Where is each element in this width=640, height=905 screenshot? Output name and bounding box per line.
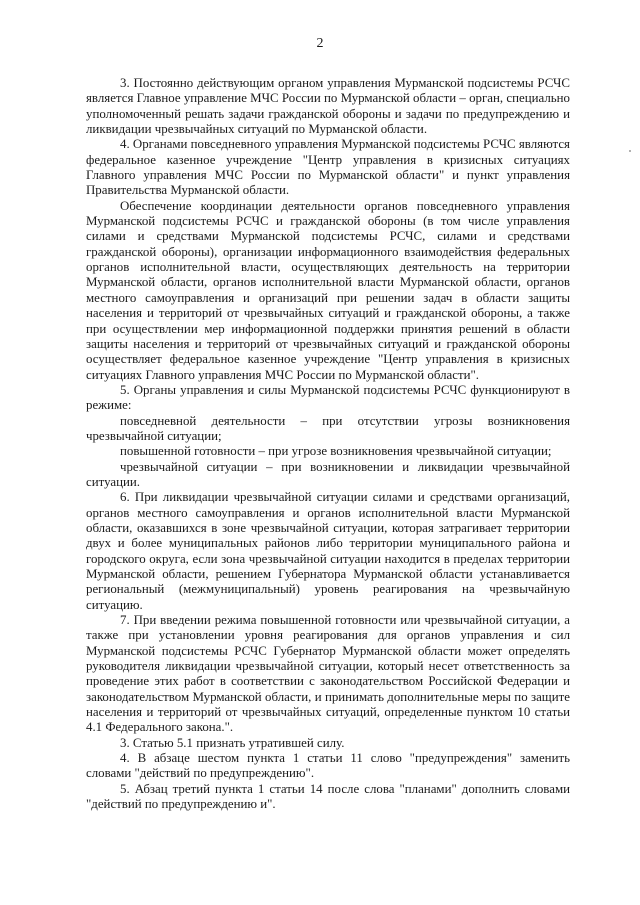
document-body	[86, 76, 570, 813]
paragraph-item-4: 4. Органами повседневного управления Мурманской подсистемы РСЧС являются федеральное казенное учреждение "Центр управления в кризисных ситуациях Главного управления МЧС России по Мурманской области" и пункт управления Правительства Мурманской области.	[86, 137, 570, 198]
paragraph-coordination: Обеспечение координации деятельности органов повседневного управления Мурманской подсистемы РСЧС и гражданской обороны (в том числе управления силами и средствами Мурманской подсистемы РСЧС, силами и средствами гражданской обороны), организации информационного взаимодействия федеральных органов исполнительной власти, осуществляющих деятельность на территории Мурманской области, органов исполнительной власти Мурманской области, органов местного самоуправления и организаций при решении задач в области защиты населения и территорий от чрезвычайных ситуаций и гражданской обороны, а также при осуществлении мер информационной поддержки принятия решений в области защиты населения и территорий от чрезвычайных ситуаций и гражданской обороны осуществляет федеральное казенное учреждение "Центр управления в кризисных ситуациях Главного управления МЧС России по Мурманской области".	[86, 198, 570, 382]
paragraph-mode-emergency: чрезвычайной ситуации – при возникновении и ликвидации чрезвычайной ситуации.	[86, 459, 570, 489]
paragraph-amend-3: 3. Статью 5.1 признать утратившей силу.	[120, 735, 345, 750]
paragraph-amend-5: 5. Абзац третий пункта 1 статьи 14 после слова "планами" дополнить словами "действий по предупреждению и".	[86, 781, 570, 812]
paragraph-item-5: 5. Органы управления и силы Мурманской подсистемы РСЧС функционируют в режиме:	[86, 382, 570, 413]
page-number: 2	[316, 36, 324, 51]
scan-speck	[629, 150, 631, 152]
paragraph-amend-4: 4. В абзаце шестом пункта 1 статьи 11 слово "предупреждения" заменить словами "действий по предупреждению".	[86, 751, 570, 781]
paragraph-mode-alert: повышенной готовности – при угрозе возникновения чрезвычайной ситуации;	[120, 444, 552, 459]
paragraph-item-3: 3. Постоянно действующим органом управления Мурманской подсистемы РСЧС является Главное управление МЧС России по Мурманской области – орган, специально уполномоченный решать задачи гражданской обороны и задачи по предупреждению и ликвидации чрезвычайных ситуаций по Мурманской области.	[86, 76, 570, 137]
paragraph-mode-daily: повседневной деятельности – при отсутствии угрозы возникновения чрезвычайной ситуации;	[86, 413, 570, 443]
paragraph-item-7: 7. При введении режима повышенной готовности или чрезвычайной ситуации, а также при установлении уровня реагирования для органов управления и сил Мурманской подсистемы РСЧС Губернатор Мурманской области может определять руководителя ликвидации чрезвычайной ситуации, который несет ответственность за проведение этих работ в соответствии с законодательством Российской Федерации и законодательством Мурманской области, и принимать дополнительные меры по защите населения и территорий от чрезвычайных ситуаций, определенные пунктом 10 статьи 4.1 Федерального закона.".	[86, 613, 570, 735]
paragraph-item-6: 6. При ликвидации чрезвычайной ситуации силами и средствами организаций, органов местного самоуправления и органов исполнительной власти Мурманской области, оказавшихся в зоне чрезвычайной ситуации, которая затрагивает территории двух и более муниципальных районов либо территории муниципального района и городского округа, если зона чрезвычайной ситуации находится в пределах территории Мурманской области, решением Губернатора Мурманской области устанавливается региональный (межмуниципальный) уровень реагирования на чрезвычайную ситуацию.	[86, 490, 570, 612]
